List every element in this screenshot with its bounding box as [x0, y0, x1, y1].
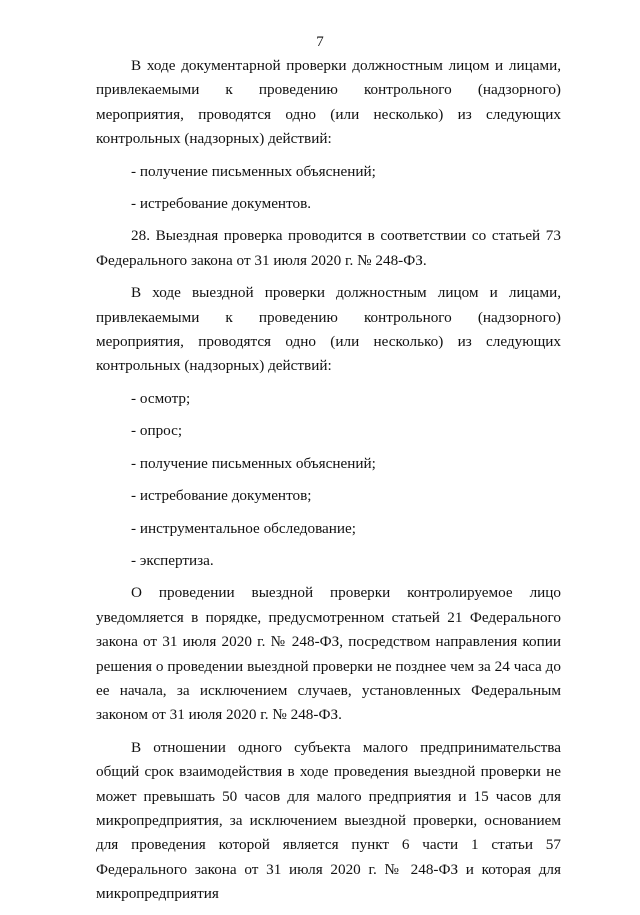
list-item: - осмотр; — [131, 389, 191, 407]
paragraph-notification: О проведении выездной проверки контролируемое лицо уведомляется в порядке, предусмотренном статьей 21 Федерального закона от 31 июля 2020 г. № 248-ФЗ, посредством направления копии решения о проведении выездной проверки не позднее чем за 24 часа до ее начала, за исключением случаев, установленных Федеральным законом от 31 июля 2020 г. № 248-ФЗ. — [96, 584, 561, 724]
list-item: - истребование документов. — [131, 195, 312, 213]
paragraph-documentary-inspection: В ходе документарной проверки должностным лицом и лицами, привлекаемыми к проведению контрольного (надзорного) мероприятия, проводятся одно (или несколько) из следующих контрольных (надзорных) действий: — [96, 57, 561, 148]
list-item: - опрос; — [131, 422, 183, 440]
paragraph-interaction-term: В отношении одного субъекта малого предпринимательства общий срок взаимодействия в ходе проведения выездной проверки не может превышать 50 часов для малого предприятия и 15 часов для микропредприятия, за исключением выездной проверки, основанием для проведения которой является пункт 6 части 1 статьи 57 Федерального закона от 31 июля 2020 г. № 248-ФЗ и которая для микропредприятия — [96, 738, 561, 903]
document-body — [96, 54, 561, 915]
list-item: - получение письменных объяснений; — [131, 162, 376, 180]
list-item: - истребование документов; — [131, 487, 312, 505]
list-item: - экспертиза. — [131, 551, 214, 569]
list-item: - получение письменных объяснений; — [131, 454, 376, 472]
list-item: - инструментальное обследование; — [131, 519, 357, 537]
paragraph-site-inspection-actions: В ходе выездной проверки должностным лицом и лицами, привлекаемыми к проведению контрольного (надзорного) мероприятия, проводятся одно (или несколько) из следующих контрольных (надзорных) действий: — [96, 284, 561, 375]
paragraph-site-inspection-basis: 28. Выездная проверка проводится в соответствии со статьей 73 Федерального закона от 31 июля 2020 г. № 248-ФЗ. — [96, 227, 561, 269]
page-number: 7 — [316, 34, 324, 50]
